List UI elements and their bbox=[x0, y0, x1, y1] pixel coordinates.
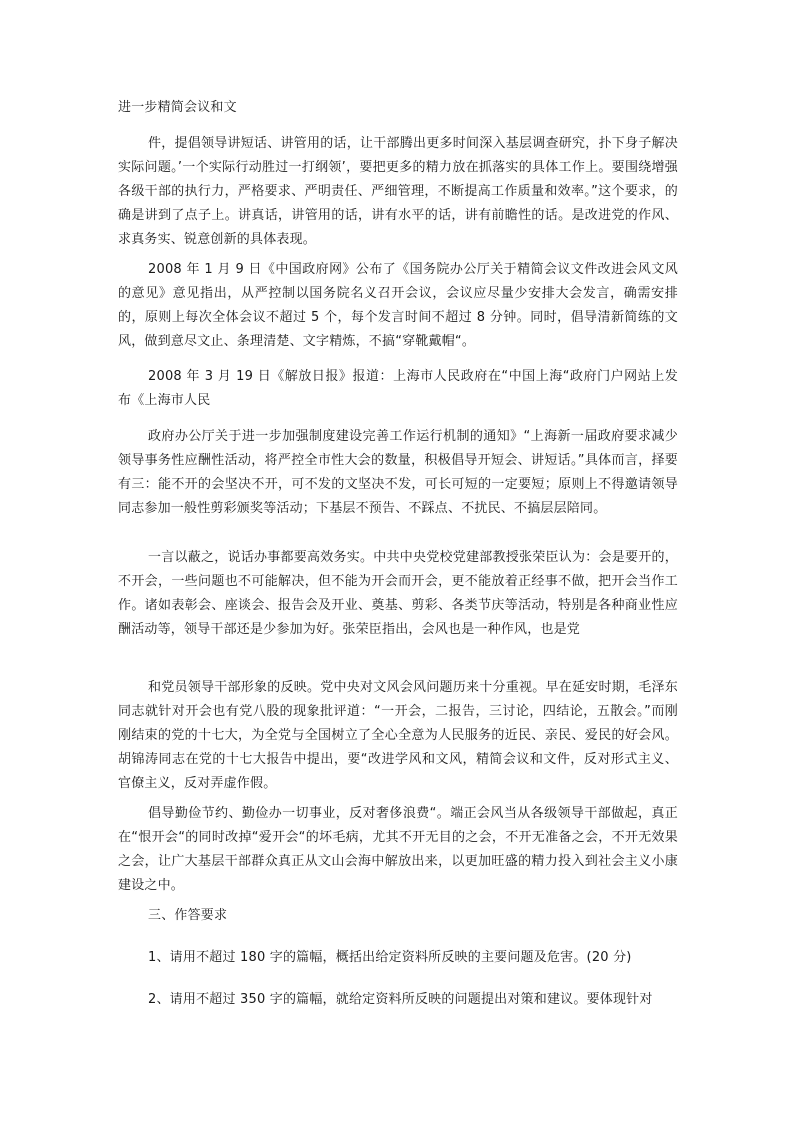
paragraph-4: 政府办公厅关于进一步加强制度建设完善工作运行机制的通知》“上海新一届政府要求减少领导事务性应酬性活动，将严控全市性大会的数量，积极倡导开短会、讲短话。”具体而言，择要有三：能不开的会坚决不开，可不发的文坚决不发，可长可短的一定要短；原则上不得邀请领导同志参加一般性剪彩颁奖等活动；下基层不预告、不踩点、不扰民、不搞层层陪同。 bbox=[118, 429, 678, 516]
requirement-item: 2、请用不超过 350 字的篇幅，就给定资料所反映的问题提出对策和建议。要体现针对 bbox=[148, 992, 653, 1007]
paragraph-7: 倡导勤俭节约、勤俭办一切事业，反对奢侈浪费“。端正会风当从各级领导干部做起，真正在“恨开会“的同时改掉“爱开会“的坏毛病，尤其不开无目的之会，不开无准备之会，不开无效果之会，让广大基层干部群众真正从文山会海中解放出来，以更加旺盛的精力投入到社会主义小康建设之中。 bbox=[118, 806, 678, 893]
paragraph-3: 2008 年 3 月 19 日《解放日报》报道：上海市人民政府在“中国上海“政府门户网站上发布《上海市人民 bbox=[118, 369, 678, 408]
document-title-line: 进一步精简会议和文 bbox=[118, 100, 237, 115]
requirement-item: 1、请用不超过 180 字的篇幅，概括出给定资料所反映的主要问题及危害。(20 分) bbox=[148, 950, 632, 965]
paragraph-6: 和党员领导干部形象的反映。党中央对文风会风问题历来十分重视。早在延安时期，毛泽东同志就针对开会也有党八股的现象批评道：“一开会，二报告，三讨论，四结论，五散会。”而刚刚结束的党的十七大，为全党与全国树立了全心全意为人民服务的近民、亲民、爱民的好会风。胡锦涛同志在党的十七大报告中提出，要“改进学风和文风，精简会议和文件，反对形式主义、官僚主义，反对弄虚作假。 bbox=[118, 680, 678, 791]
section-heading: 三、作答要求 bbox=[148, 908, 228, 923]
paragraph-5: 一言以蔽之，说话办事都要高效务实。中共中央党校党建部教授张荣臣认为：会是要开的，不开会，一些问题也不可能解决，但不能为开会而开会，更不能放着正经事不做，把开会当作工作。诸如表彰会、座谈会、报告会及开业、奠基、剪彩、各类节庆等活动，特别是各种商业性应酬活动等，领导干部还是少参加为好。张荣臣指出，会风也是一种作风，也是党 bbox=[118, 550, 678, 637]
paragraph-1: 件，提倡领导讲短话、讲管用的话，让干部腾出更多时间深入基层调查研究，扑下身子解决实际问题。’一个实际行动胜过一打纲领’，要把更多的精力放在抓落实的具体工作上。要围绕增强各级干部的执行力，严格要求、严明责任、严细管理，不断提高工作质量和效率。”这个要求，的确是讲到了点子上。讲真话，讲管用的话，讲有水平的话，讲有前瞻性的话。是改进党的作风、求真务实、锐意创新的具体表现。 bbox=[118, 136, 678, 247]
paragraph-2: 2008 年 1 月 9 日《中国政府网》公布了《国务院办公厅关于精简会议文件改进会风文风的意见》意见指出，从严控制以国务院名义召开会议，会议应尽量少安排大会发言，确需安排的，原则上每次全体会议不超过 5 个，每个发言时间不超过 8 分钟。同时，倡导清新简练的文风，做到意尽文止、条理清楚、文字精炼，不搞“穿靴戴帽“。 bbox=[118, 262, 678, 349]
